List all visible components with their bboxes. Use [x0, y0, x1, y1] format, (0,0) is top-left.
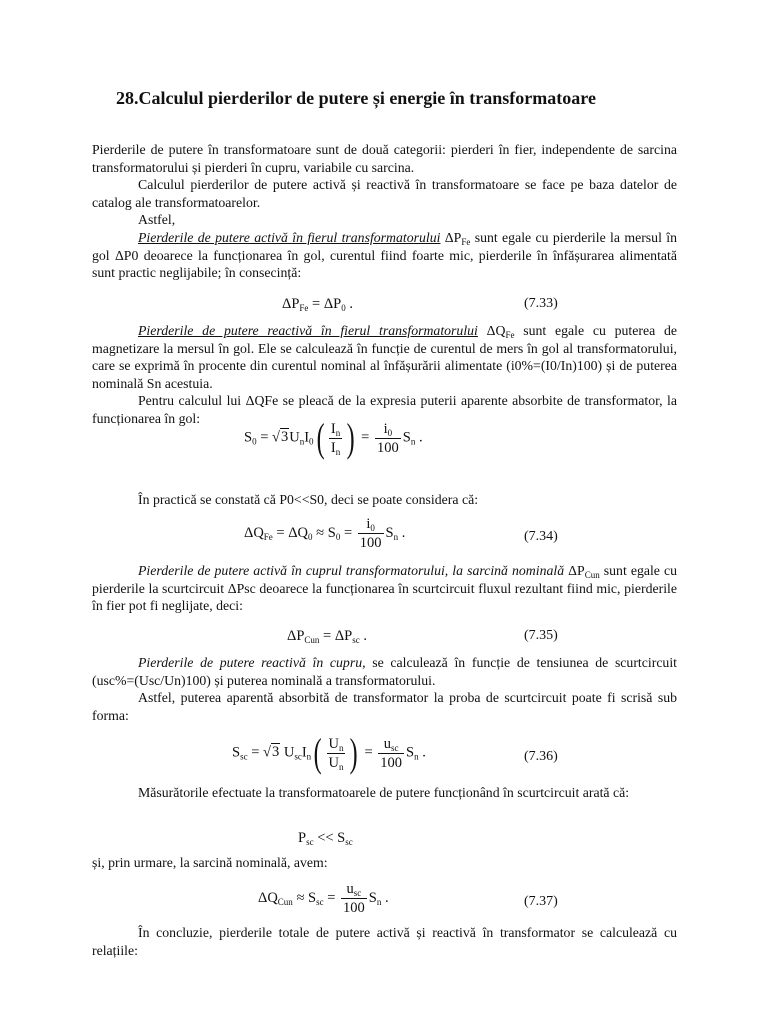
intro-block	[92, 141, 677, 282]
paragraph-apparent-power: Astfel, puterea aparentă absorbită de transformator la proba de scurtcircuit poate fi scrisă sub forma:	[92, 690, 677, 723]
reactive-copper-block	[92, 654, 677, 724]
paragraph-catalog: Calculul pierderilor de putere activă și reactivă în transformatoare se face pe baza datelor de catalog ale transformatoarelor.	[92, 177, 677, 210]
term-active-copper: Pierderile de putere activă în cuprul transformatorului, la sarcină nominală	[138, 563, 565, 578]
term-reactive-copper: Pierderile de putere reactivă în cupru,	[138, 655, 366, 670]
equation-number: (7.34)	[524, 529, 558, 544]
equation-psc-ssc: $P_{sc} << S_{sc}$	[298, 830, 353, 847]
conclusion-block	[92, 924, 677, 959]
equation-7-36: $S_{sc} = √3$ $U_{sc}I_n$( $\frac{U_n}{U_n}$ ) = $\frac{u_{sc}}{100}$ $S_n$ . (7.36)	[232, 730, 558, 775]
paragraph-reactive-copper-rest: se calculează în funcție de tensiunea de scurtcircuit (usc%=(Usc/Un)100) și puterea nominală a transformatorului.	[92, 655, 678, 688]
paragraph-measurements: Măsurătorile efectuate la transformatoarele de putere funcționând în scurtcircuit arată că:	[138, 785, 630, 800]
equation-7-34: $\Delta Q_{Fe} = \Delta Q_0 \approx S_0$ = $\frac{i_0}{100}$ $S_n$ . (7.34)	[244, 516, 558, 551]
paragraph-active-iron: Pierderile de putere activă în fierul transformatorului $\Delta P_{Fe}$ sunt egale cu pierderile la mersul în gol ΔP0 deoarece la funcționarea în gol, curentul fiind foarte mic, pierderile în înfășurarea alimentată sunt practic neglijabile; în consecință:	[92, 229, 677, 281]
term-reactive-iron: Pierderile de putere reactivă în fierul transformatorului	[138, 323, 478, 338]
paragraph-active-copper-rest: sunt egale cu pierderile la scurtcircuit ΔPsc deoarece la funcționarea în scurtcircuit fluxul rezultant fiind mic, pierderile în fier pot fi neglijate, deci:	[92, 563, 677, 614]
equation-number: (7.36)	[524, 749, 558, 764]
section-title: 28.Calculul pierderilor de putere și energie în transformatoare	[116, 88, 596, 108]
equation-7-33: $\Delta P_{Fe} = \Delta P_0$ . (7.33)	[282, 296, 558, 313]
paragraph-conclusion: În concluzie, pierderile totale de putere activă și reactivă în transformator se calculează cu relațiile:	[92, 925, 677, 958]
paragraph-active-iron-rest: sunt egale cu pierderile la mersul în gol ΔP0 deoarece la funcționarea în gol, curentul fiind foarte mic, pierderile în înfășurarea alimentată sunt practic neglijabile; în consecință:	[92, 229, 677, 281]
paragraph-consequence: și, prin urmare, la sarcină nominală, avem:	[92, 855, 328, 870]
measurements-block	[92, 784, 677, 802]
equation-s0: $S_0 = √3U_nI_0$( $\frac{I_n}{I_n}$ ) = $\frac{i_0}{100}$ $S_n$ .	[244, 415, 423, 460]
term-active-iron: Pierderile de putere activă în fierul transformatorului	[138, 229, 441, 245]
paragraph-astfel: Astfel,	[138, 212, 176, 228]
paragraph-categories: Pierderile de putere în transformatoare sunt de două categorii: pierderi în fier, independente de sarcina transformatorului și pierderi în cupru, variabile cu sarcina.	[92, 142, 677, 175]
paragraph-practice: În practică se constată că P0<<S0, deci se poate considera că:	[138, 492, 479, 507]
paragraph-reactive-iron-rest: sunt egale cu puterea de magnetizare la mersul în gol. Ele se calculează în funcție de curentul de mers în gol al transformatorului, care se exprimă în procente din curentul nominal al înfășurării alimentate (i0%=(I0/In)100) și de puterea nominală Sn acestuia.	[92, 323, 677, 391]
paragraph-qfe-calc: Pentru calculul lui ΔQFe se pleacă de la expresia puterii aparente absorbite de transformator, la funcționarea în gol:	[92, 393, 677, 426]
practice-block	[92, 491, 677, 509]
paragraph-reactive-iron: Pierderile de putere reactivă în fierul transformatorului $\Delta Q_{Fe}$ sunt egale cu puterea de magnetizare la mersul în gol. Ele se calculează în funcție de curentul de mers în gol al transformatorului, care se exprimă în procente din curentul nominal al înfășurării alimentate (i0%=(I0/In)100) și de puterea nominală Sn acestuia.	[92, 323, 677, 391]
paragraph-active-copper: Pierderile de putere activă în cuprul transformatorului, la sarcină nominală $\Delta P_{Cun}$ sunt egale cu pierderile la scurtcircuit ΔPsc deoarece la funcționarea în scurtcircuit fluxul rezultant fiind mic, pierderile în fier pot fi neglijate, deci:	[92, 563, 677, 614]
equation-number: (7.37)	[524, 894, 558, 909]
consequence-block	[92, 854, 677, 872]
reactive-iron-block	[92, 322, 677, 428]
equation-number: (7.33)	[524, 296, 558, 311]
paragraph-reactive-copper	[92, 654, 677, 689]
active-copper-block	[92, 562, 677, 615]
equation-7-37: $\Delta Q_{Cun} \approx S_{sc}$ = $\frac{u_{sc}}{100}$ $S_n$ . (7.37)	[258, 881, 558, 916]
equation-7-35: $\Delta P_{Cun} = \Delta P_{sc}$ . (7.35)	[287, 628, 558, 645]
equation-number: (7.35)	[524, 628, 558, 643]
